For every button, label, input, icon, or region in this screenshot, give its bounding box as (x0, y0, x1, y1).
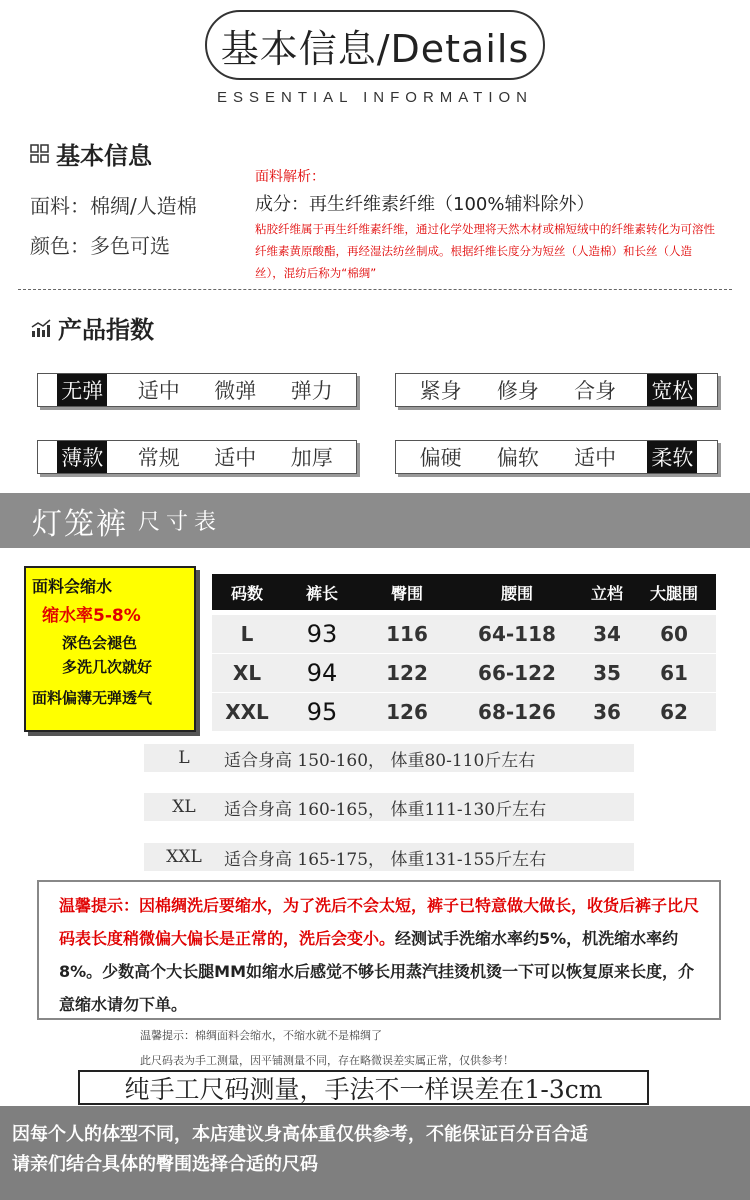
table-cell: 60 (660, 622, 688, 646)
fit-size: XL (172, 797, 196, 817)
table-cell: 64-118 (478, 622, 556, 646)
size-chart-title: 灯笼裤 (32, 506, 128, 542)
table-cell: 94 (306, 659, 338, 687)
table-header-cell: 大腿围 (649, 583, 698, 603)
tip-red-text: 温馨提示：因棉绸洗后要缩水，为了洗后不会太短，裤子已特意做大做长，收货后裤子比尺码表长度稍微偏大偏长是正常的，洗后会变小。 (59, 896, 700, 948)
note-fade: 深色会褪色 (62, 634, 138, 652)
fit-size: XXL (166, 847, 202, 867)
grid-icon (30, 144, 50, 164)
table-cell: 62 (660, 700, 688, 724)
fit-text: 适合身高 165-175， 体重131-155斤左右 (224, 849, 547, 870)
basic-info-heading (30, 136, 152, 171)
scale-option: 适中 (137, 379, 180, 403)
note-wash: 多洗几次就好 (62, 658, 153, 676)
table-cell: L (240, 622, 254, 646)
table-cell: 122 (386, 661, 428, 685)
product-index-heading (30, 310, 154, 345)
table-header-cell: 腰围 (500, 583, 533, 603)
scale-option: 柔软 (647, 441, 697, 473)
size-chart-banner (0, 493, 750, 548)
thickness-scale (37, 440, 357, 474)
small-note: 温馨提示：棉绸面料会缩水，不缩水就不是棉绸了 (140, 1029, 382, 1042)
small-note: 此尺码表为手工测量，因平铺测量不同，存在略微误差实属正常，仅供参考！ (140, 1054, 514, 1067)
scale-option: 加厚 (290, 446, 333, 470)
scale-option: 弹力 (290, 379, 333, 403)
basic-info-heading-label: 基本信息 (56, 142, 152, 170)
scale-option: 适中 (214, 446, 257, 470)
table-row (212, 615, 716, 653)
chart-trend-icon (30, 318, 52, 338)
scale-option: 偏软 (496, 446, 539, 470)
note-shrink: 面料会缩水 (32, 577, 113, 596)
softness-scale (395, 440, 718, 474)
elasticity-scale (37, 373, 357, 407)
scale-option: 合身 (574, 379, 617, 403)
bottom-notice-line: 因每个人的体型不同，本店建议身高体重仅供参考，不能保证百分百合适 (12, 1124, 588, 1145)
tip-black-text: 经测试手洗缩水率约5%，机洗缩水率约8%。少数高个大长腿MM如缩水后感觉不够长用蒸汽挂烫机烫一下可以恢复原来长度，介意缩水请勿下单。 (59, 929, 695, 1014)
note-thin: 面料偏薄无弹透气 (32, 689, 153, 707)
table-row (212, 693, 716, 731)
scale-option: 修身 (496, 379, 539, 403)
fit-text: 适合身高 160-165， 体重111-130斤左右 (224, 799, 547, 820)
scale-option: 适中 (574, 446, 617, 470)
table-cell: 35 (593, 661, 621, 685)
table-cell: 61 (660, 661, 688, 685)
product-index-heading-label: 产品指数 (58, 316, 154, 344)
scale-option: 紧身 (419, 379, 462, 403)
table-header-cell: 臀围 (390, 583, 423, 603)
fit-row (144, 843, 634, 871)
size-chart-subtitle: 尺寸表 (138, 510, 223, 535)
composition-info: 成分：再生纤维素纤维（100%辅料除外） (255, 194, 595, 215)
page-subtitle: ESSENTIAL INFORMATION (216, 89, 534, 106)
scale-option: 偏硬 (419, 446, 462, 470)
table-cell: 93 (306, 620, 338, 648)
fit-row (144, 744, 634, 772)
analysis-text: 粘胶纤维属于再生纤维素纤维，通过化学处理将天然木材或棉短绒中的纤维素转化为可溶性纤维素黄原酸酯，再经湿法纺丝制成。根据纤维长度分为短丝（人造棉）和长丝（人造丝），混纺后称为“棉绸” (255, 222, 715, 280)
fit-text: 适合身高 150-160， 体重80-110斤左右 (224, 750, 536, 771)
analysis-label: 面料解析： (255, 169, 325, 185)
table-cell: 116 (386, 622, 428, 646)
table-cell: 66-122 (478, 661, 556, 685)
scale-option: 薄款 (57, 441, 107, 473)
table-header-cell: 码数 (230, 583, 263, 603)
fit-scale (395, 373, 718, 407)
table-cell: 34 (593, 622, 621, 646)
table-header-cell: 立档 (590, 583, 623, 603)
table-cell: XL (232, 661, 262, 685)
table-cell: 68-126 (478, 700, 556, 724)
scale-option: 无弹 (57, 374, 107, 406)
bottom-notice (0, 1106, 750, 1200)
measure-note: 纯手工尺码测量，手法不一样误差在1-3cm (78, 1070, 649, 1105)
table-cell: 95 (306, 698, 338, 726)
warm-tip-box (37, 880, 721, 1020)
fit-row (144, 793, 634, 821)
size-table (212, 574, 716, 732)
section-divider (18, 289, 732, 290)
fabric-note-box (24, 566, 196, 732)
scale-option: 宽松 (647, 374, 697, 406)
table-cell: 36 (593, 700, 621, 724)
note-shrink-rate: 缩水率5-8% (42, 606, 141, 626)
table-cell: 126 (386, 700, 428, 724)
fabric-info: 面料：棉绸/人造棉 (30, 194, 197, 218)
table-header-cell: 裤长 (305, 583, 338, 603)
scale-option: 微弹 (214, 379, 257, 403)
color-info: 颜色：多色可选 (30, 234, 170, 258)
scale-option: 常规 (137, 446, 180, 470)
bottom-notice-line: 请亲们结合具体的臀围选择合适的尺码 (12, 1154, 318, 1175)
fit-size: L (178, 748, 190, 768)
table-row (212, 654, 716, 692)
page-title: 基本信息/Details (205, 10, 545, 80)
table-cell: XXL (225, 700, 269, 724)
table-header-row (212, 574, 716, 610)
